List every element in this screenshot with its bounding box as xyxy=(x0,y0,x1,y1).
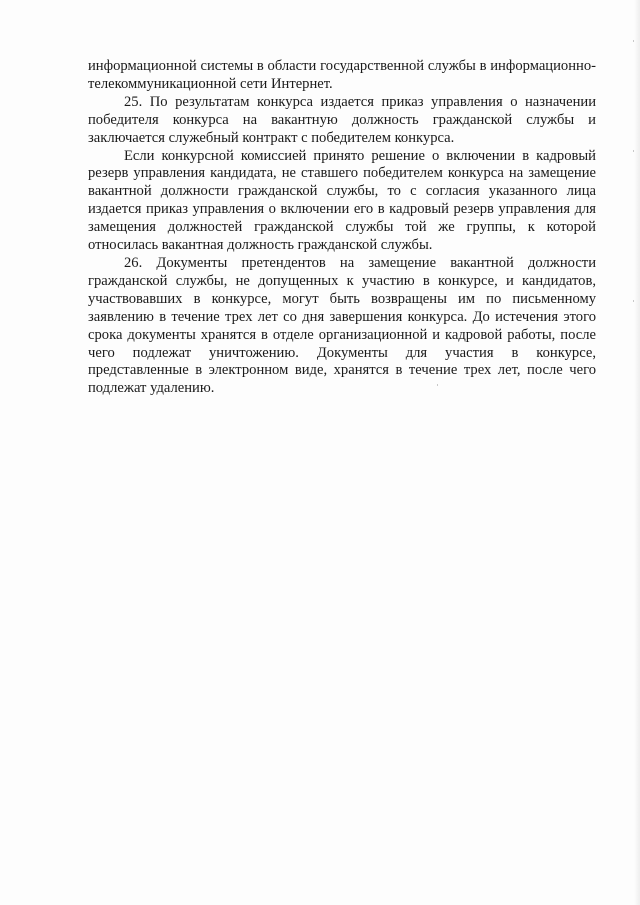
paragraph-reserve: Если конкурсной комиссией принято решение о включении в кадровый резерв управления кандидата, не ставшего победителем конкурса на замещение вакантной должности гражданской службы, то с согласия указанного лица издается приказ управления о включении его в кадровый резерв управления для замещения должностей гражданской службы той же группы, к которой относилась вакантная должность гражданской службы. xyxy=(88,147,596,254)
paragraph-25: 25. По результатам конкурса издается приказ управления о назначении победителя конкурса на вакантную должность гражданской службы и заключается служебный контракт с победителем конкурса. xyxy=(88,93,596,146)
scan-edge-shadow xyxy=(634,0,640,905)
scan-speck xyxy=(633,40,634,42)
document-body xyxy=(88,58,596,398)
scan-speck xyxy=(633,150,634,152)
scan-speck xyxy=(437,384,438,386)
paragraph-continuation: информационной системы в области государственной службы в информационно-телекоммуникационной сети Интернет. xyxy=(88,58,596,92)
scan-speck xyxy=(633,300,634,302)
paragraph-26: 26. Документы претендентов на замещение вакантной должности гражданской службы, не допущенных к участию в конкурсе, и кандидатов, участвовавших в конкурсе, могут быть возвращены им по письменному заявлению в течение трех лет со дня завершения конкурса. До истечения этого срока документы хранятся в отделе организационной и кадровой работы, после чего подлежат уничтожению. Документы для участия в конкурсе, представленные в электронном виде, хранятся в течение трех лет, после чего подлежат удалению. xyxy=(88,254,596,397)
